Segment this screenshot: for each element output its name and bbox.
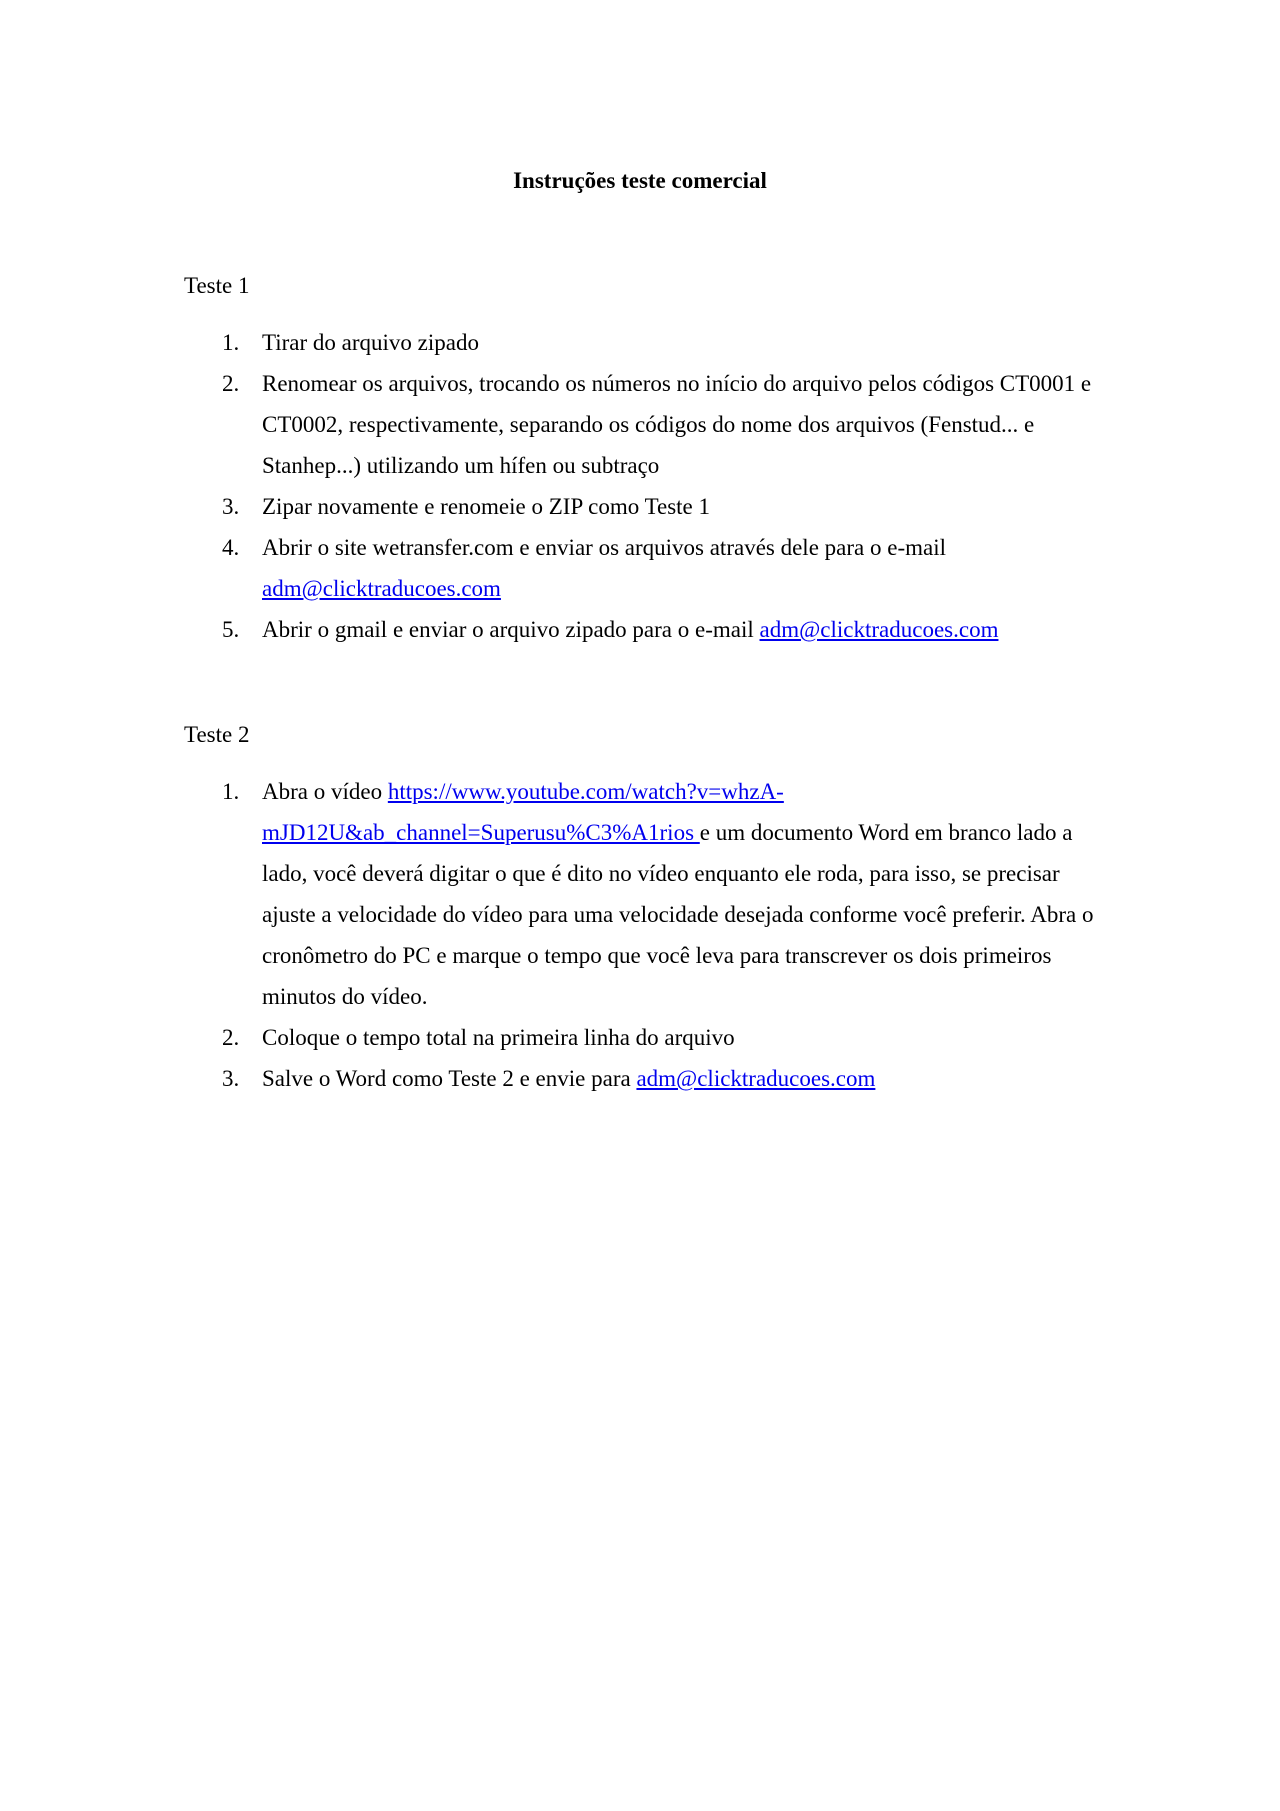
list-item-text: Salve o Word como Teste 2 e envie para [262,1066,637,1091]
list-item [184,609,1104,650]
email-link[interactable]: adm@clicktraducoes.com [262,576,501,601]
list-item-number: 5. [222,617,240,642]
list-item-number: 2. [222,371,240,396]
list-item-text: Coloque o tempo total na primeira linha do arquivo [262,1025,735,1050]
list-item-number: 3. [222,1066,240,1091]
youtube-link-part-2: mJD12U&ab_channel=Superusu%C3%A1rios [262,820,700,845]
list-item-text: Renomear os arquivos, trocando os números no início do arquivo pelos códigos CT0001 e CT0002, respectivamente, separando os códigos do nome dos arquivos (Fenstud... e Stanhep...) utilizando um hífen ou subtraço [262,371,1092,478]
list-item [184,363,1104,486]
list-item [184,322,1104,363]
list-item-text: Tirar do arquivo zipado [262,330,479,355]
list-item-text: Abrir o site wetransfer.com e enviar os arquivos através dele para o e-mail [262,535,946,560]
email-link[interactable]: adm@clicktraducoes.com [759,617,999,642]
list-item-number: 1. [222,779,240,804]
list-item [184,771,1104,1017]
teste-1-list [184,322,1104,650]
list-item [184,527,1104,609]
list-item-number: 3. [222,494,240,519]
list-item-text: Abra o vídeo [262,779,388,804]
list-item [184,486,1104,527]
list-item [184,1058,1104,1099]
section-label-teste-1: Teste 1 [184,273,250,298]
list-item [184,1017,1104,1058]
teste-2-list [184,771,1104,1099]
list-item-text: Zipar novamente e renomeie o ZIP como Teste 1 [262,494,711,519]
list-item-number: 4. [222,535,240,560]
document-title: Instruções teste comercial [513,168,767,193]
list-item-text: Abrir o gmail e enviar o arquivo zipado para o e-mail [262,617,760,642]
youtube-link-part-1: https://www.youtube.com/watch?v=whzA- [387,779,784,804]
list-item-text-continued: e um documento Word em branco lado a lado, você deverá digitar o que é dito no vídeo enquanto ele roda, para isso, se precisar ajuste a velocidade do vídeo para uma velocidade desejada conforme você preferir. Abra o cronômetro do PC e marque o tempo que você leva para transcrever os dois primeiros minutos do vídeo. [262,820,1094,1009]
list-item-number: 2. [222,1025,240,1050]
list-item-number: 1. [222,330,240,355]
email-link[interactable]: adm@clicktraducoes.com [636,1066,876,1091]
section-label-teste-2: Teste 2 [184,722,250,747]
